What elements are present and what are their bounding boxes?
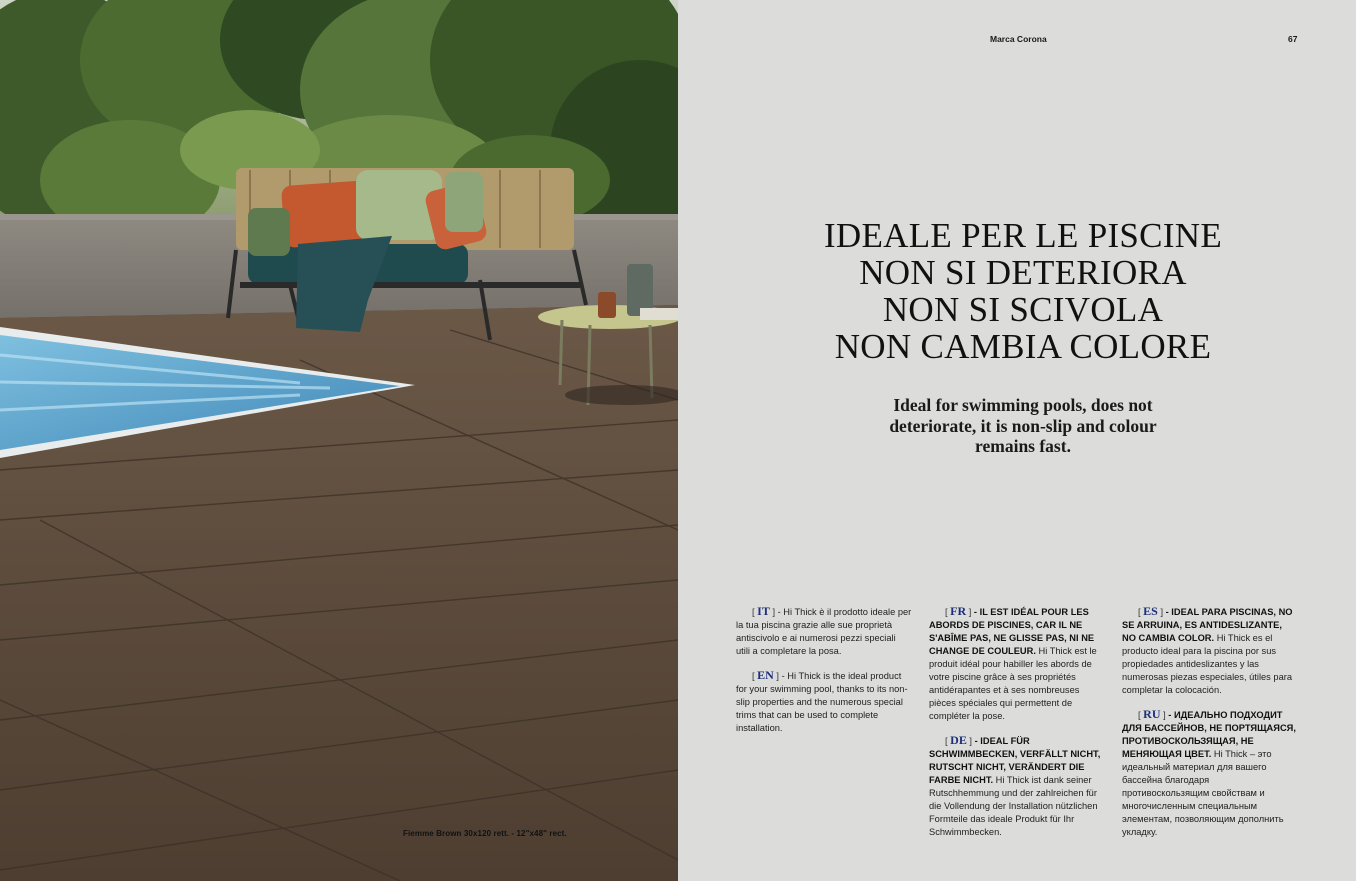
paragraph-en: [ EN ] - Hi Thick is the ideal product for your swimming pool, thanks to its non-slip properties and the numerous special trims that can be used to complete installation. (736, 668, 908, 733)
text-page (678, 0, 1356, 881)
language-tag: DE (950, 733, 967, 747)
language-tag: IT (757, 604, 770, 618)
language-tag: FR (950, 604, 967, 618)
photo-caption: Fiemme Brown 30x120 rett. - 12"x48" rect. (403, 829, 567, 838)
headline (778, 217, 1268, 365)
headline-line: IDEALE PER LE PISCINE (823, 216, 1223, 255)
paragraph-text: - Hi Thick is the ideal product for your swimming pool, thanks to its non-slip properties and the numerous special trims that can be used to complete installation. (736, 671, 908, 733)
paragraph-lead: - IL EST IDÉAL POUR LES ABORDS DE PISCINES, CAR IL NE S'ABÎME PAS, NE GLISSE PAS, NI NE CHANGE DE COULEUR. (929, 607, 1095, 656)
paragraph-text: - Hi Thick è il prodotto ideale per la tua piscina grazie alle sue proprietà antiscivolo e ai numerosi pezzi speciali utili a completare la posa. (736, 607, 912, 656)
paragraph-es: [ ES ] - IDEAL PARA PISCINAS, NO SE ARRUINA, ES ANTIDESLIZANTE, NO CAMBIA COLOR. Hi Thick es el producto ideal para la piscina por sus propiedades antideslizantes y las numerosas piezas especiales, útiles para completar la colocación. (1122, 604, 1293, 695)
paragraph-de: [ DE ] - IDEAL FÜR SCHWIMMBECKEN, VERFÄLLT NICHT, RUTSCHT NICHT, VERÄNDERT DIE FARBE NICHT. Hi Thick ist dank seiner Rutschhemmung und der zahlreichen für die Vollendung der Installation nützlichen Formteile das ideale Produkt für Ihr Schwimmbecken. (929, 733, 1101, 837)
paragraph-lead: - IDEAL FÜR SCHWIMMBECKEN, VERFÄLLT NICHT, RUTSCHT NICHT, VERÄNDERT DIE FARBE NICHT. (929, 736, 1101, 785)
text-column-3 (1122, 605, 1298, 850)
page-number: 67 (1288, 34, 1298, 44)
language-tag: EN (757, 668, 774, 682)
paragraph-fr: [ FR ] - IL EST IDÉAL POUR LES ABORDS DE PISCINES, CAR IL NE S'ABÎME PAS, NE GLISSE PAS, NI NE CHANGE DE COULEUR. Hi Thick est le produit idéal pour habiller les abords de votre piscine grâce à ses propriétés antidérapantes et à ses nombreuses pièces spéciales qui permettent de compléter la pose. (929, 604, 1097, 721)
language-tag: RU (1143, 707, 1161, 721)
text-column-2 (929, 605, 1105, 850)
paragraph-lead: - ИДЕАЛЬНО ПОДХОДИТ ДЛЯ БАССЕЙНОВ, НЕ ПОРТЯЩАЯСЯ, ПРОТИВОСКОЛЬЗЯЩАЯ, НЕ МЕНЯЮЩАЯ ЦВЕТ. (1122, 710, 1296, 759)
subheadline: Ideal for swimming pools, does not deteriorate, it is non-slip and colour remains fast. (889, 395, 1157, 456)
paragraph-text: Hi Thick est le produit idéal pour habiller les abords de votre piscine grâce à ses propriétés antidérapantes et à ses nombreuses pièces spéciales qui permettent de compléter la pose. (929, 646, 1097, 721)
paragraph-it: [ IT ] - Hi Thick è il prodotto ideale per la tua piscina grazie alle sue proprietà antiscivolo e ai numerosi pezzi speciali utili a completare la posa. (736, 604, 912, 656)
headline-line: NON CAMBIA COLORE (834, 327, 1212, 366)
text-column-1 (736, 605, 912, 746)
paragraph-ru: [ RU ] - ИДЕАЛЬНО ПОДХОДИТ ДЛЯ БАССЕЙНОВ, НЕ ПОРТЯЩАЯСЯ, ПРОТИВОСКОЛЬЗЯЩАЯ, НЕ МЕНЯЮЩАЯ ЦВЕТ. Hi Thick – это идеальный материал для вашего бассейна благодаря противоскользящим свойствам и многочисленным специальным элементам, позволяющим дополнить укладку. (1122, 707, 1296, 837)
headline-line: NON SI DETERIORA (859, 253, 1187, 292)
paragraph-lead: - IDEAL PARA PISCINAS, NO SE ARRUINA, ES ANTIDESLIZANTE, NO CAMBIA COLOR. (1122, 607, 1293, 643)
brand-name: Marca Corona (990, 34, 1047, 44)
language-tag: ES (1143, 604, 1158, 618)
headline-line: NON SI SCIVOLA (882, 290, 1164, 329)
paragraph-text: Hi Thick ist dank seiner Rutschhemmung und der zahlreichen für die Vollendung der Installation nützlichen Formteile das ideale Produkt für Ihr Schwimmbecken. (929, 775, 1098, 837)
paragraph-text: Hi Thick es el producto ideal para la piscina por sus propiedades antideslizantes y las numerosas piezas especiales, útiles para completar la colocación. (1122, 633, 1293, 695)
paragraph-text: Hi Thick – это идеальный материал для вашего бассейна благодаря противоскользящим свойствам и многочисленным специальным элементам, позволяющим дополнить укладку. (1122, 749, 1284, 837)
